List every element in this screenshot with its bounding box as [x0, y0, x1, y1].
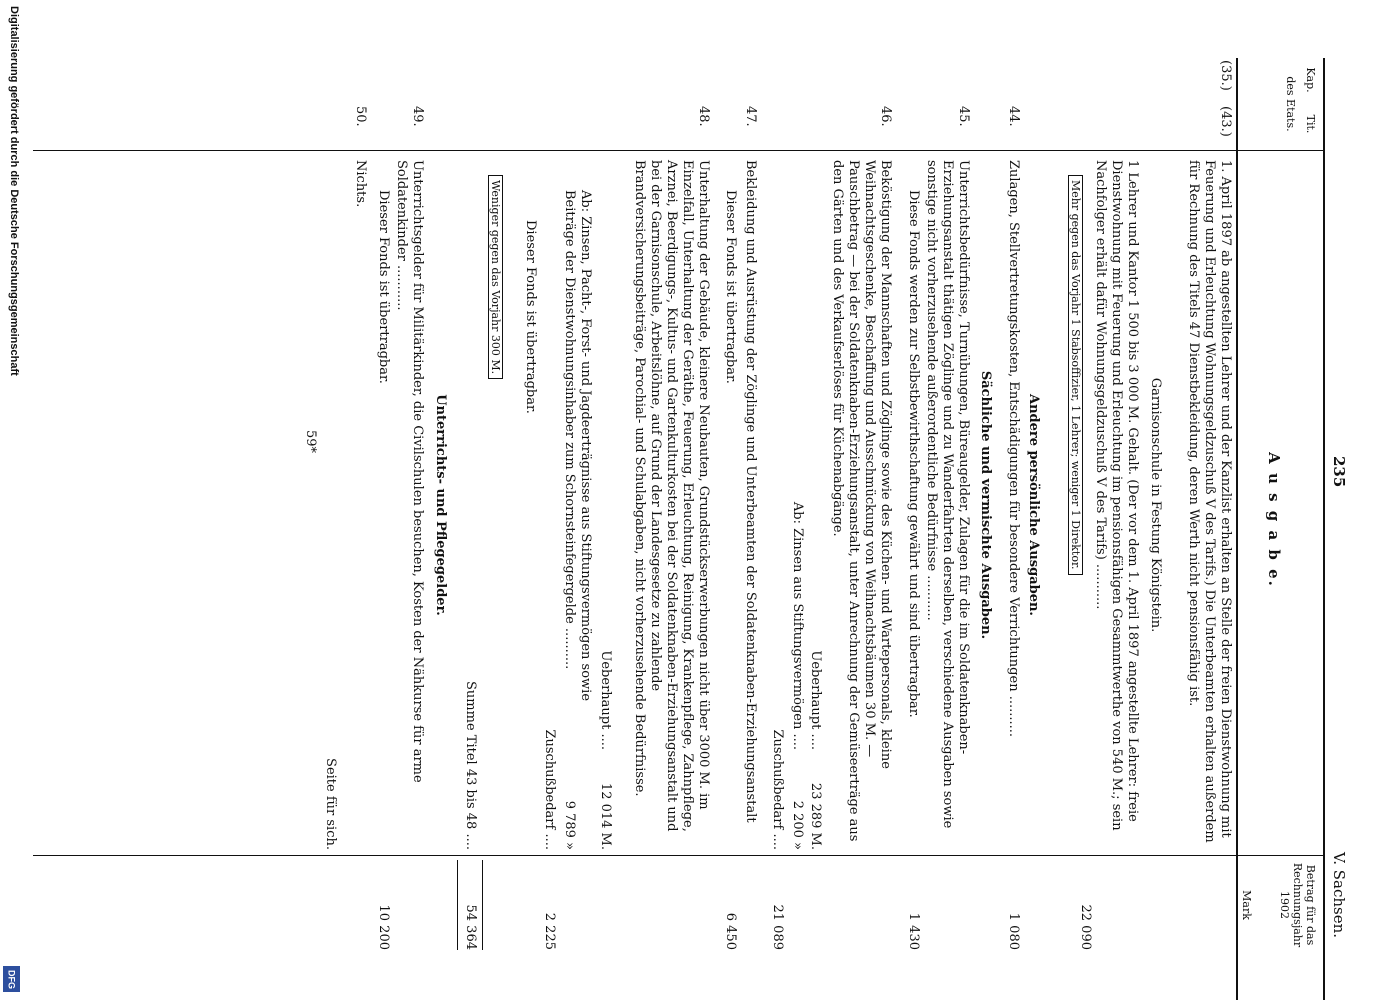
ab-value: 9 789 » — [562, 800, 577, 850]
row-tit: 45. — [956, 106, 971, 127]
row-tit: 50. — [353, 106, 368, 127]
summe-rule — [482, 860, 483, 950]
row-text: Unterrichtsgelder für Militärkinder, die Civilschulen besuchen, Kosten der Nähkurse für arme Soldatenkinder ........... — [394, 160, 425, 783]
col-tit: Tit. — [1304, 114, 1317, 134]
row-tit: 46. — [878, 106, 893, 127]
dfg-logo: DFG — [3, 966, 20, 992]
row-tit: 44. — [1006, 106, 1021, 127]
ueberhaupt-value: 23 289 M. — [808, 782, 823, 850]
zuschuss-label: Zuschußbedarf .... — [542, 729, 557, 850]
row-tit: 47. — [743, 106, 758, 127]
header-rule — [1236, 58, 1238, 1000]
row-amount: 6 450 — [723, 912, 738, 950]
row-tit: 49. — [410, 106, 425, 127]
row-note: Mehr gegen das Vorjahr 1 Stabsoffizier, 1 Lehrer; weniger 1 Direktor. — [1068, 175, 1083, 575]
row-text: Unterhaltung der Gebäude, kleinere Neubauten, Grundstückserwerbungen nicht über 3000 M. im Einzelfall, Unterhaltung der Geräthe, Feuerung, Erleuchtung, Reinigung, Krankenpflege, Zahnpflege, Arznei, Beerdigungs-, Kultus- und Gartenkulturkosten bei der Soldatenknaben-Erziehungsanstalt und bei der Garnisonschule, Arbeitslöhne, auf Grund der Landesgesetze zu zahlende Brandversicherungsbeiträge, Parochial- und Schulabgaben, nicht vorherzusehende Bedürfnisse. — [632, 160, 711, 832]
col-des-etats: des Etats. — [1284, 76, 1297, 132]
top-rule — [1323, 58, 1325, 1000]
col-mark: Mark — [1240, 890, 1253, 920]
row-text: 1. April 1897 ab angestellten Lehrer und der Kanzlist erhalten an Stelle der freien Dienstwohnung mit Feuerung und Erleuchtung Wohnungsgeldzuschuß V des Tarifs.) Die Unterbeamten erhalten außerdem für Rechnung des Titels 47 Dienstbekleidung, deren Werth nicht pensionsfähig ist. — [1186, 160, 1233, 843]
running-head: V. Sachsen. — [1330, 852, 1348, 939]
seite-label: Seite für sich. — [323, 758, 338, 850]
row-tit: (43.) — [1218, 106, 1233, 137]
ab-label: Ab: Zinsen aus Stiftungsvermögen .... — [790, 501, 805, 750]
ab-value: 2 200 » — [790, 800, 805, 850]
row-kap: (35.) — [1218, 60, 1233, 91]
row-amount: 21 089 — [770, 904, 785, 950]
row-amount: 1 430 — [906, 912, 921, 950]
row-amount: 10 200 — [376, 904, 391, 950]
section-heading: Garnisonschule in Festung Königstein. — [1148, 377, 1163, 633]
row-text: Beköstigung der Mannschaften und Zöglinge sowie des Küchen- und Wartepersonals, kleine Weihnachtsgeschenke, Beschaffung und Ausschmückung von Weihnachtsbäumen 30 M. — Pauschbetrag — bei der Soldatenknaben-Erziehungsanstalt, unter Anrechnung der Gemüseerträge aus den Gärten und des Verkaufserlöses für Küchenabgänge. — [830, 160, 893, 842]
page-title: A u s g a b e. — [1265, 452, 1283, 588]
summe-label: Summe Titel 43 bis 48 .... — [463, 681, 478, 850]
row-amount: 54 364 — [463, 904, 478, 950]
page-number: 235 — [1330, 456, 1348, 488]
row-amount: 2 225 — [542, 912, 557, 950]
row-sub: Dieser Fonds ist übertragbar. — [523, 220, 538, 414]
row-sub: Diese Fonds werden zur Selbstbewirthschaftung gewährt und sind übertragbar. — [906, 190, 921, 718]
row-amount: 1 080 — [1006, 912, 1021, 950]
ueberhaupt-label: Ueberhaupt .... — [598, 650, 613, 750]
summe-rule — [457, 860, 458, 950]
digitization-credit: Digitalisierung gefördert durch die Deutsche Forschungsgemeinschaft — [8, 6, 20, 376]
row-text: Zulagen, Stellvertretungskosten, Entschädigungen für besondere Verrichtungen .......... — [1006, 160, 1021, 738]
ab-label: Ab: Zinsen, Pacht-, Forst- und Jagdeerträgnisse aus Stiftungsvermögen sowie Beiträge der Dienstwohnungsinhaber zum Schornsteinfegergelde .......... — [562, 190, 593, 702]
row-tit: 48. — [696, 106, 711, 127]
row-sub: Dieser Fonds ist übertragbar. — [376, 190, 391, 384]
ueberhaupt-label: Ueberhaupt .... — [808, 650, 823, 750]
col-divider-right — [33, 855, 1323, 856]
row-text: 1 Lehrer und Kantor 1 500 bis 3 000 M. Gehalt. (Der vor dem 1. April 1897 angestellte Lehrer: freie Dienstwohnung mit Feuerung und Erleuchtung im pensionsfähigen Gesammtwerthe von 540 M.; sein Nachfolger erhält dafür Wohnungsgeldzuschuß V des Tarifs) ........... — [1093, 160, 1140, 831]
ueberhaupt-value: 12 014 M. — [598, 782, 613, 850]
row-sub: Dieser Fonds ist übertragbar. — [723, 190, 738, 384]
row-amount: 22 090 — [1078, 904, 1093, 950]
col-betrag: Betrag für das Rechnungsjahr 1902 — [1278, 862, 1317, 948]
zuschuss-label: Zuschußbedarf .... — [770, 729, 785, 850]
col-kap: Kap. — [1304, 67, 1317, 93]
row-text: Unterrichtsbedürfnisse, Turnübungen, Büreaugelder, Zulagen für die im Soldatenknaben-Erziehungsanstalt thätigen Zöglinge und zu Wanderfahrten derselben, verschiedene Ausgaben sowie sonstige nicht vorherzusehende außerordentliche Bedürfnisse ........... — [924, 160, 971, 829]
row-note: Weniger gegen das Vorjahr 300 M. — [488, 175, 503, 379]
col-divider-left — [33, 150, 1323, 151]
row-text: Nichts. — [353, 160, 368, 208]
sheet-signature: 59* — [303, 430, 318, 454]
section-heading: Andere persönliche Ausgaben. — [1026, 394, 1041, 616]
section-heading: Sächliche und vermischte Ausgaben. — [978, 370, 993, 640]
row-text: Bekleidung und Ausrüstung der Zöglinge und Unterbeamten der Soldatenknaben-Erziehungsanstalt — [743, 160, 758, 823]
section-heading: Unterrichts- und Pflegegelder. — [433, 394, 448, 616]
